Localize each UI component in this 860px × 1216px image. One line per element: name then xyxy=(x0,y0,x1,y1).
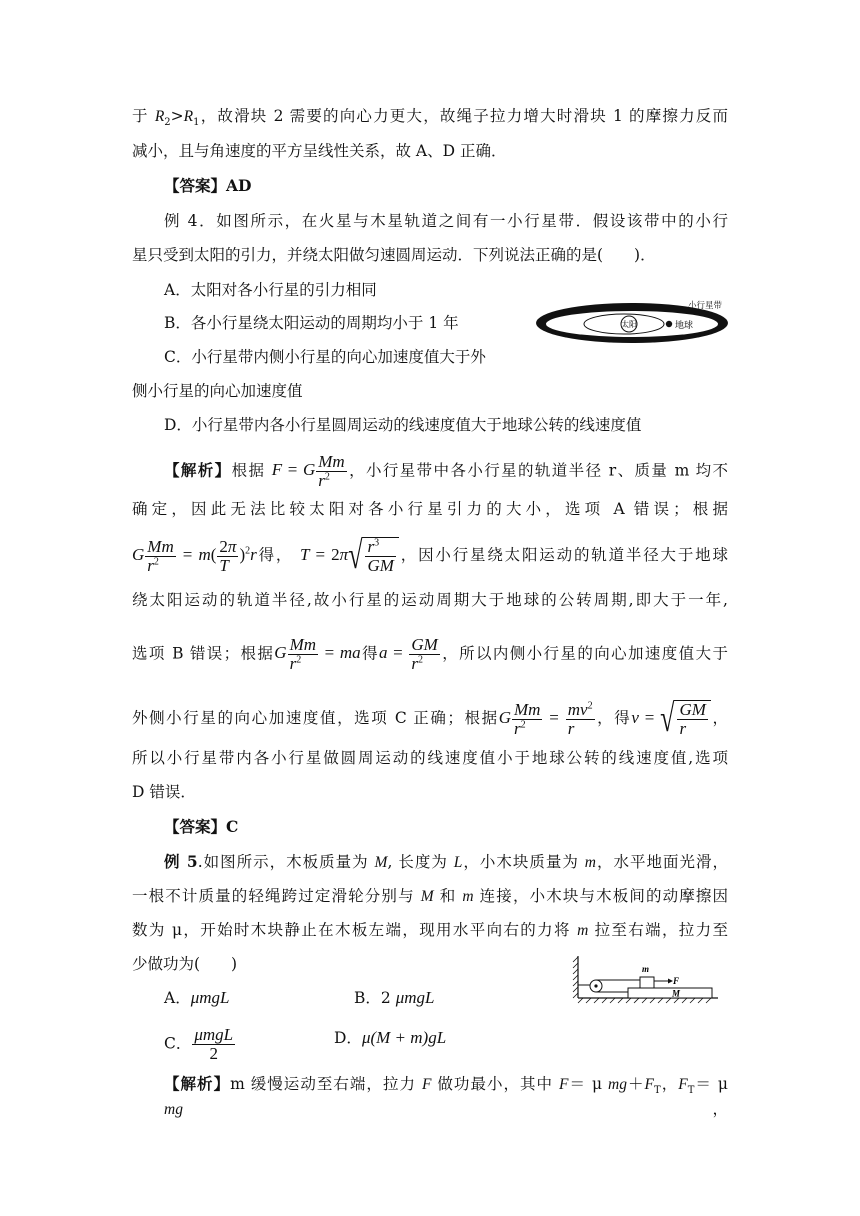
answer-label: 【答案】AD xyxy=(164,176,252,195)
formula: G $\frac{Mm}{r^2}$ = ma xyxy=(274,635,361,673)
sun-label: 太阳 xyxy=(621,320,637,329)
earth-label: 地球 xyxy=(675,321,694,331)
answer-label: 【答案】C xyxy=(164,817,239,836)
option-c: 侧小行星的向心加速度值 xyxy=(132,382,303,400)
option-d: D．小行星带内各小行星圆周运动的线速度值大于地球公转的线速度值 xyxy=(164,416,642,434)
belt-label: 小行星带 xyxy=(688,301,723,311)
option-c: C． μmgL 2 xyxy=(164,1025,234,1063)
text-line: 减小，且与角速度的平方呈线性关系，故 A、D 正确． xyxy=(132,142,507,160)
solution-line: 外侧小行星的向心加速度值，选项 C 正确；根据G $\frac{Mm}{r^2}$ = $\frac{mv^2}{r}$ ，得v = √ $\frac{GM}{r}$ ， xyxy=(132,696,728,740)
solution-line: G $\frac{Mm}{r^2}$ = m( $\frac{2\pi}{T}$ )$^2$r得， T = 2π√ $\frac{r^3}{GM}$ ，因小行星绕太阳运动的轨道半径大于地球 xyxy=(132,533,728,577)
option-d: D．μ(M + m)gL xyxy=(334,1028,447,1047)
wall-hatch xyxy=(573,957,578,998)
solution-line: 【解析】根据 F = G $\frac{Mm}{r^2}$ ，小行星带中各小行星的轨道半径 r、质量 m 均不 xyxy=(164,452,728,490)
formula: a = $\frac{GM}{r^2}$ xyxy=(378,635,438,673)
solution-line: D 错误． xyxy=(132,783,196,801)
solution-line: 绕太阳运动的轨道半径,故小行星的运动周期大于地球的公转周期,即大于一年, xyxy=(132,591,728,609)
small-block xyxy=(640,977,654,988)
pulley-board-figure xyxy=(572,952,722,1004)
formula: G $\frac{Mm}{r^2}$ = $\frac{mv^2}{r}$ xyxy=(498,699,593,738)
solution-line: 【解析】m 缓慢运动至右端，拉力 F 做功最小，其中 F＝ μ $mg+F_T$，$F_T= \mu$ mg， xyxy=(164,1074,728,1118)
formula: T = 2π√ $\frac{r^3}{GM}$ xyxy=(300,545,399,564)
question-text: 数为 μ，开始时木块静止在木板左端，现用水平向右的力将 m 拉至右端，拉力至 xyxy=(132,921,728,939)
formula: v = √ $\frac{GM}{r}$ xyxy=(631,708,711,727)
question-text: 例 4．如图所示，在火星与木星轨道之间有一小行星带．假设该带中的小行 xyxy=(164,212,728,230)
option-c: C．小行星带内侧小行星的向心加速度值大于外 xyxy=(164,348,486,366)
asteroid-belt-figure xyxy=(532,296,732,346)
formula: G $\frac{Mm}{r^2}$ = m( $\frac{2\pi}{T}$ )$^2$r xyxy=(132,536,257,575)
solution-line: 所以小行星带内各小行星做圆周运动的线速度值小于地球公转的线速度值,选项 xyxy=(132,749,728,767)
solution-line: 确定，因此无法比较太阳对各小行星引力的大小，选项 A 错误；根据 xyxy=(132,500,728,518)
force-label: F xyxy=(673,976,680,986)
option-a: A．太阳对各小行星的引力相同 xyxy=(164,281,377,299)
option-a: A．μmgL xyxy=(164,988,230,1007)
ground-hatch xyxy=(578,998,711,1003)
question-text: 星只受到太阳的引力，并绕太阳做匀速圆周运动．下列说法正确的是( )． xyxy=(132,246,656,264)
board xyxy=(628,988,712,998)
board-label: M xyxy=(672,988,681,999)
block-label: m xyxy=(642,964,650,974)
question-text: 一根不计质量的轻绳跨过定滑轮分别与 M 和 m 连接，小木块与木板间的动摩擦因 xyxy=(132,887,728,905)
formula: F = G $\frac{Mm}{r^2}$ xyxy=(271,452,345,490)
option-b: B．2 μmgL xyxy=(354,988,435,1007)
earth-icon xyxy=(666,321,672,327)
question-text: 少做功为( ) xyxy=(132,955,238,973)
text-line: 于 $R_2>R_1$，故滑块 2 需要的向心力更大，故绳子拉力增大时滑块 1 的摩擦力反而 xyxy=(132,107,728,129)
option-b: B．各小行星绕太阳运动的周期均小于 1 年 xyxy=(164,314,459,332)
question-text: 例 5.如图所示，木板质量为 M, 长度为 L，小木块质量为 m，水平地面光滑， xyxy=(164,852,728,871)
solution-line: 选项 B 错误；根据G $\frac{Mm}{r^2}$ = ma得a = $\frac{GM}{r^2}$ ，所以内侧小行星的向心加速度值大于 xyxy=(132,635,728,673)
